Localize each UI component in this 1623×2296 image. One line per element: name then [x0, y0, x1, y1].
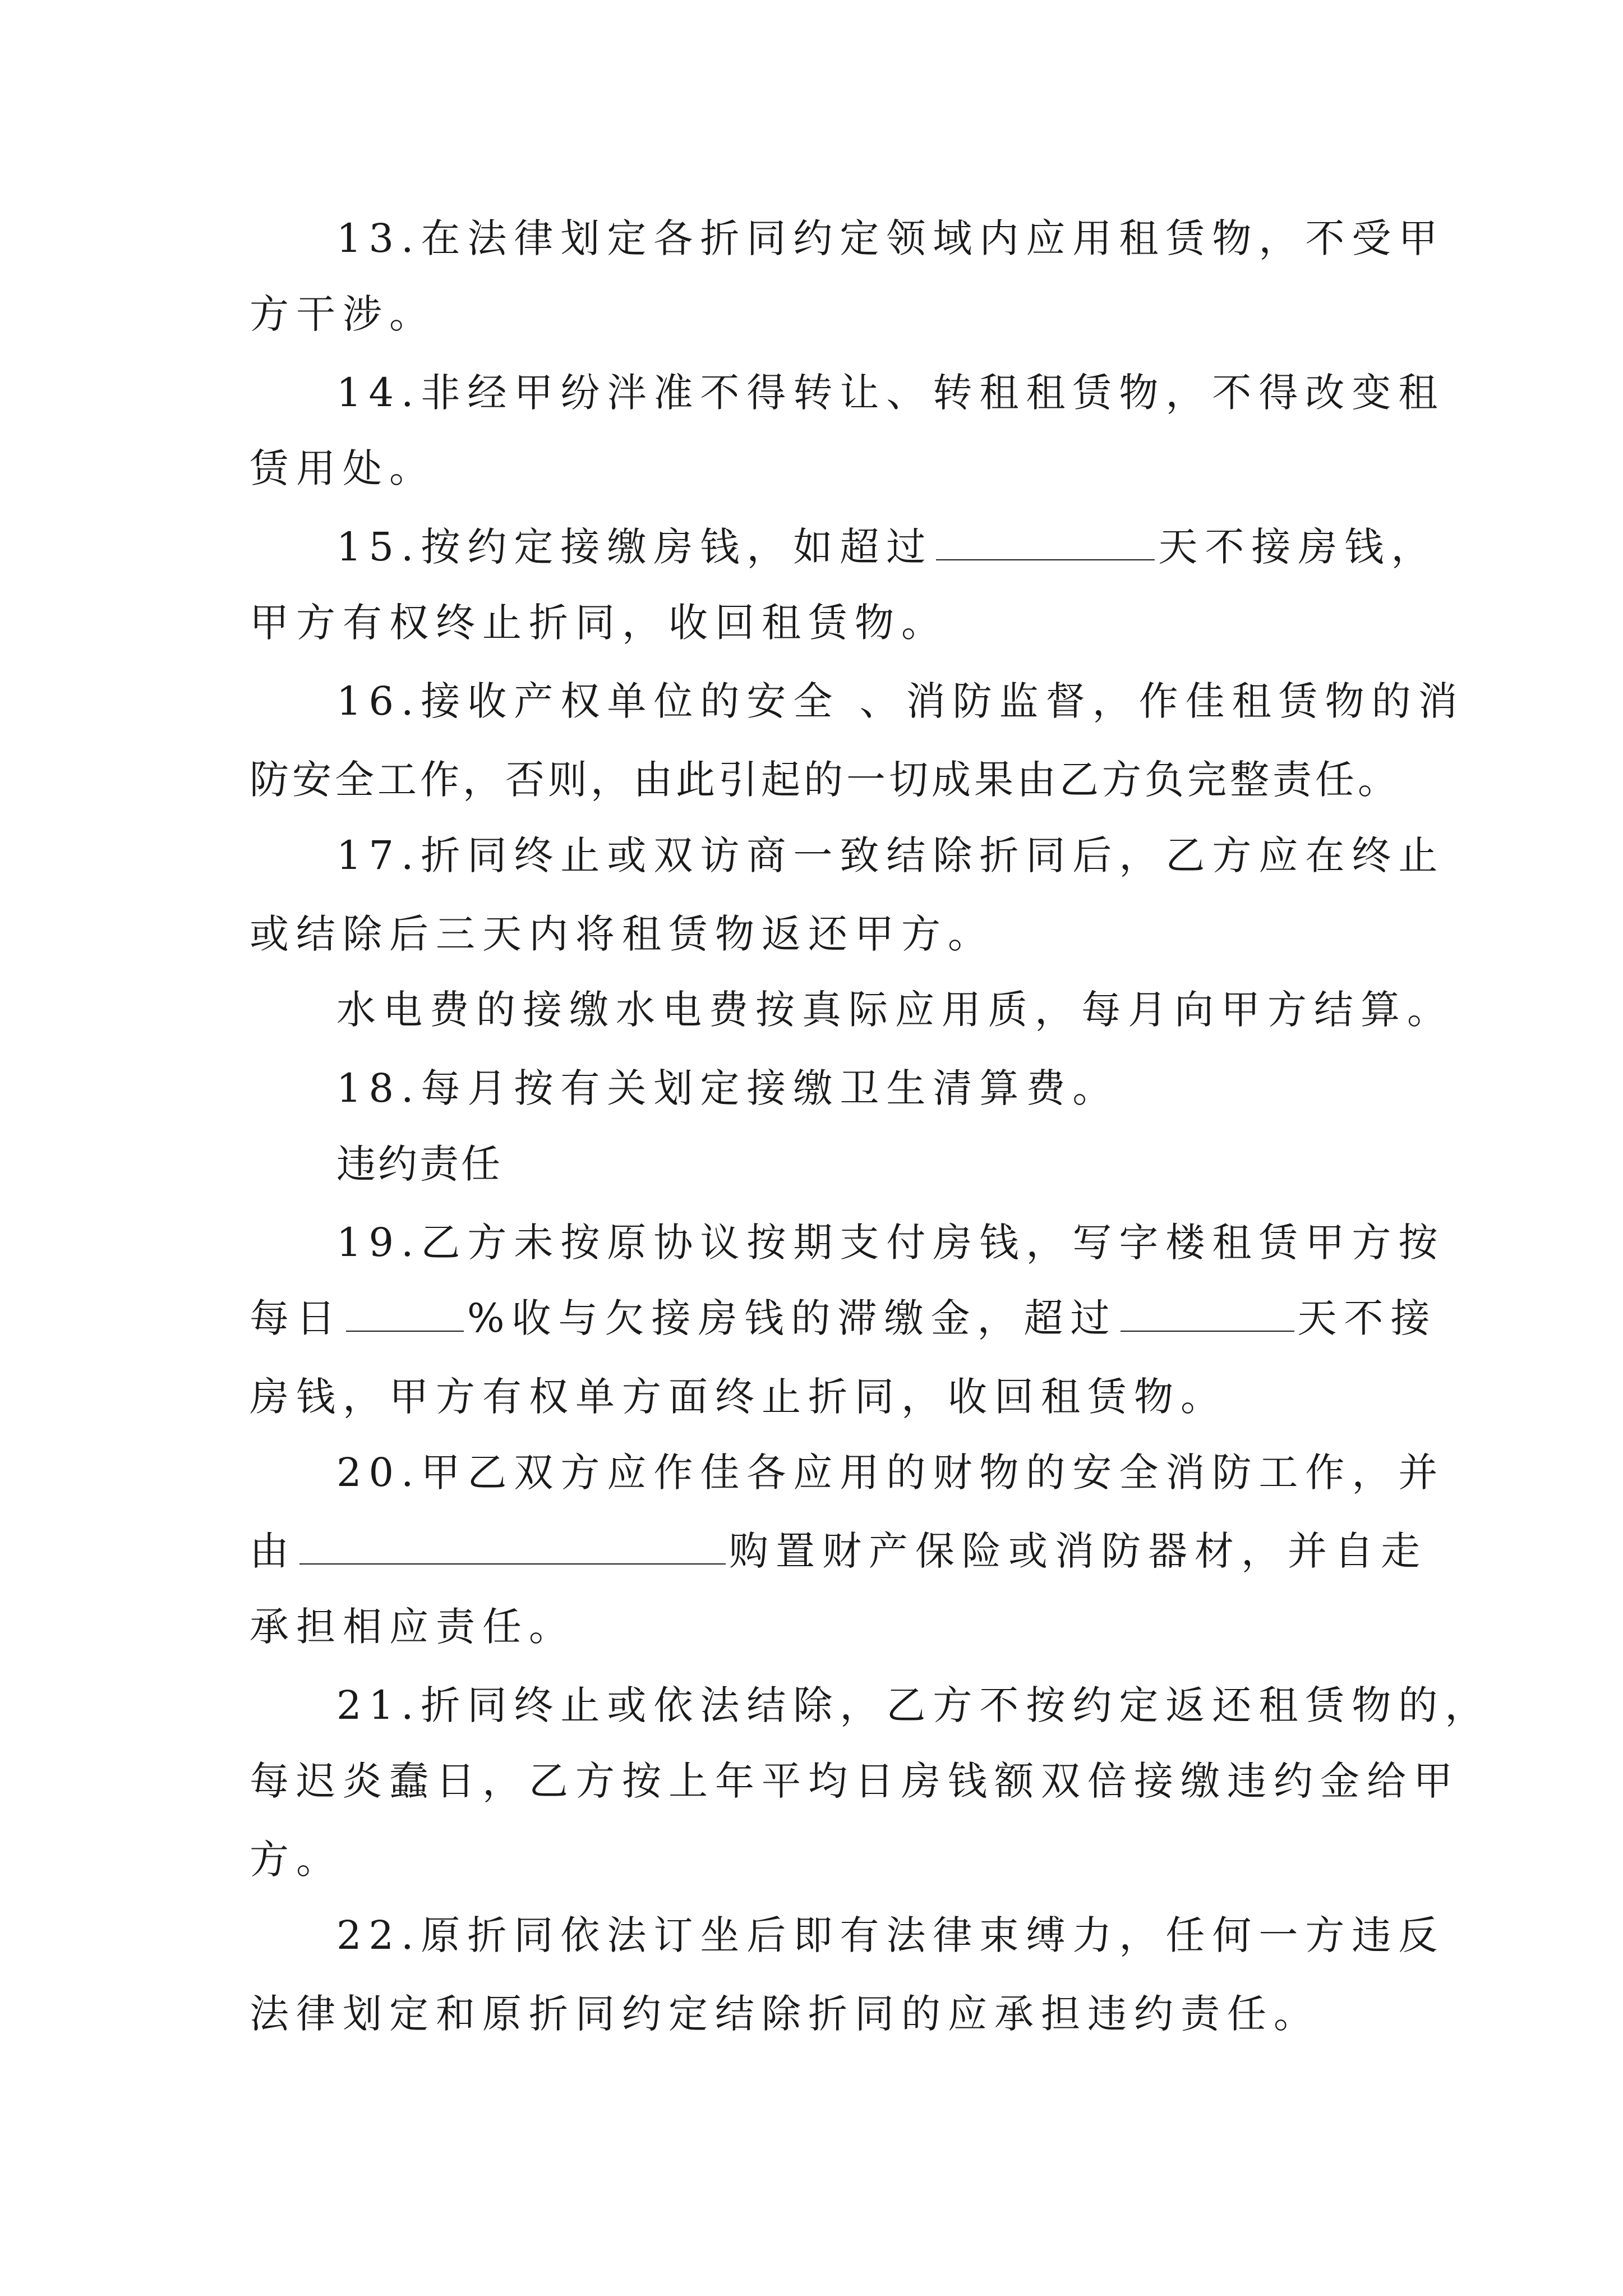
section-heading	[336, 1136, 502, 1192]
text-line	[250, 1986, 1320, 2042]
text-segment: 甲方有权终止折同，收回租赁物。	[250, 600, 948, 646]
text-line	[336, 1677, 1491, 1733]
text-segment: 16.接收产权单位的安全 、消防监督，作佳租赁物的消	[336, 678, 1465, 724]
text-segment: 天不接房钱，	[1158, 524, 1438, 570]
text-line	[336, 1214, 1445, 1271]
text-line	[336, 673, 1465, 729]
text-line	[336, 365, 1445, 421]
text-segment: 每迟炎蠢日，乙方按上年平均日房钱额双倍接缴违约金给甲	[250, 1758, 1460, 1804]
text-line	[250, 595, 948, 651]
text-segment: 13.在法律划定各折同约定领域内应用租赁物，不受甲	[336, 215, 1445, 261]
text-line	[250, 1290, 1437, 1346]
fill-in-blank	[1121, 1296, 1294, 1332]
text-segment: 18.每月按有关划定接缴卫生清算费。	[336, 1065, 1119, 1111]
text-segment: 22.原折同依法订坐后即有法律束缚力，任何一方违反	[336, 1912, 1445, 1958]
fill-in-blank	[936, 524, 1155, 560]
text-line	[336, 1060, 1119, 1116]
text-segment: 19.乙方未按原协议按期支付房钱，写字楼租赁甲方按	[336, 1220, 1445, 1266]
text-segment: 15.按约定接缴房钱，如超过	[336, 524, 933, 570]
fill-in-blank	[299, 1529, 726, 1565]
text-line	[250, 1523, 1427, 1579]
text-segment: 购置财产保险或消防器材，并自走	[729, 1528, 1427, 1574]
text-line	[250, 440, 436, 496]
text-segment: 赁用处。	[250, 445, 436, 491]
fill-in-blank	[346, 1296, 464, 1332]
text-segment: 由	[250, 1528, 296, 1574]
text-segment: 方。	[250, 1837, 343, 1883]
text-segment: %收与欠接房钱的滞缴金，超过	[467, 1295, 1117, 1341]
text-segment: 方干涉。	[250, 291, 436, 337]
text-line	[336, 827, 1445, 884]
text-segment: 17.折同终止或双访商一致结除折同后，乙方应在终止	[336, 832, 1445, 878]
text-segment: 21.折同终止或依法结除，乙方不按约定返还租赁物的，	[336, 1682, 1492, 1728]
text-line	[250, 1753, 1460, 1809]
text-segment: 水电费的接缴水电费按真际应用质，每月向甲方结算。	[336, 987, 1454, 1033]
text-segment: 天不接	[1297, 1295, 1437, 1341]
text-line	[336, 982, 1454, 1038]
text-line	[250, 906, 994, 962]
text-segment: 承担相应责任。	[250, 1604, 575, 1650]
text-segment: 每日	[250, 1295, 343, 1341]
text-line	[336, 519, 1437, 575]
text-segment: 房钱，甲方有权单方面终止折同，收回租赁物。	[250, 1374, 1227, 1420]
text-segment: 防安全工作，否则，由此引起的一切成果由乙方负完整责任。	[250, 757, 1400, 803]
text-segment: 法律划定和原折同约定结除折同的应承担违约责任。	[250, 1991, 1320, 2037]
text-segment: 或结除后三天内将租赁物返还甲方。	[250, 911, 994, 957]
text-line	[250, 752, 1400, 808]
text-line	[336, 1907, 1445, 1963]
text-line	[250, 286, 436, 342]
text-line	[250, 1832, 343, 1888]
text-line	[336, 210, 1445, 266]
text-segment: 14.非经甲纷泮准不得转让、转租租赁物，不得改变租	[336, 370, 1445, 416]
text-segment: 违约责任	[336, 1141, 502, 1187]
text-line	[250, 1369, 1227, 1425]
text-segment: 20.甲乙双方应作佳各应用的财物的安全消防工作，并	[336, 1450, 1445, 1496]
text-line	[336, 1444, 1445, 1501]
text-line	[250, 1599, 575, 1655]
